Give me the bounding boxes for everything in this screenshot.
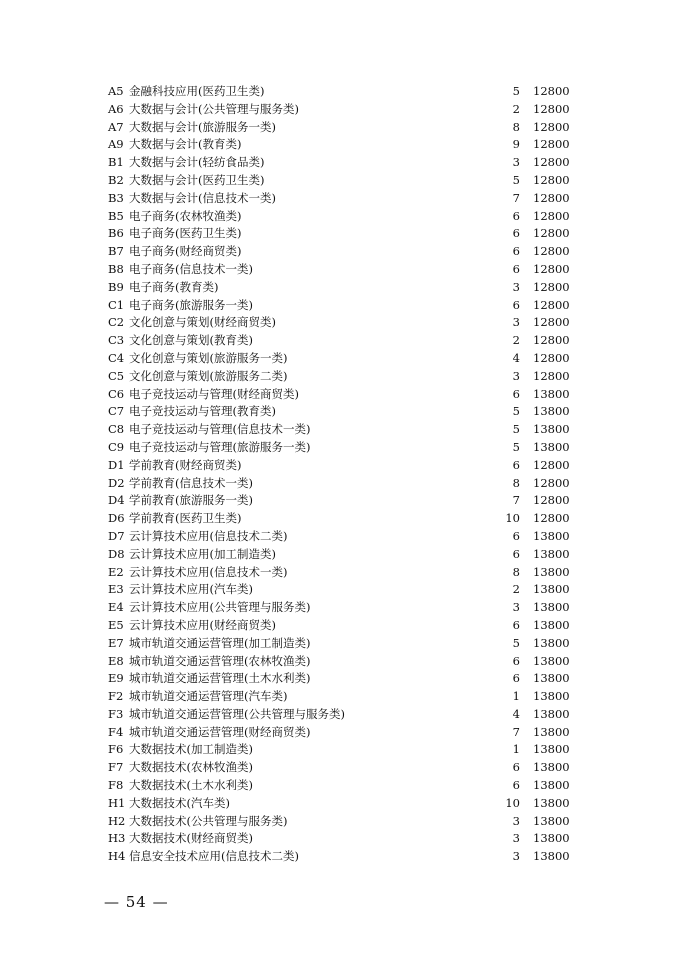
program-code: A6 [108, 101, 124, 116]
program-code: C8 [108, 422, 125, 437]
program-fee: 12800 [533, 261, 570, 276]
program-code: B2 [108, 172, 124, 187]
program-fee: 13800 [533, 689, 570, 704]
list-item [0, 599, 680, 617]
program-fee: 12800 [533, 333, 570, 348]
program-fee: 13800 [533, 404, 570, 419]
program-quota: 6 [512, 208, 520, 223]
list-item [0, 332, 680, 350]
list-item [0, 546, 680, 564]
program-quota: 5 [512, 439, 520, 454]
list-item [0, 190, 680, 208]
program-quota: 2 [512, 582, 520, 597]
program-fee: 13800 [533, 386, 570, 401]
program-fee: 13800 [533, 653, 570, 668]
program-code: E9 [108, 671, 124, 686]
program-name: 云计算技术应用(汽车类) [129, 582, 253, 597]
list-item [0, 724, 680, 742]
program-name: 文化创意与策划(旅游服务二类) [129, 368, 288, 383]
list-item [0, 136, 680, 154]
program-name: 信息安全技术应用(信息技术二类) [129, 849, 299, 864]
list-item [0, 688, 680, 706]
program-fee: 12800 [533, 190, 570, 205]
program-quota: 3 [512, 849, 520, 864]
list-item [0, 386, 680, 404]
program-quota: 8 [512, 564, 520, 579]
program-code: A5 [108, 84, 124, 98]
list-item [0, 706, 680, 724]
program-code: C4 [108, 350, 125, 365]
program-fee: 13800 [533, 546, 570, 561]
program-code: H2 [108, 813, 126, 828]
enrollment-list [0, 83, 680, 866]
program-code: D8 [108, 546, 125, 561]
program-code: C5 [108, 368, 125, 383]
program-code: E3 [108, 582, 124, 597]
list-item [0, 617, 680, 635]
program-fee: 13800 [533, 849, 570, 864]
program-quota: 6 [512, 261, 520, 276]
list-item [0, 741, 680, 759]
list-item [0, 261, 680, 279]
program-quota: 3 [512, 279, 520, 294]
program-name: 云计算技术应用(公共管理与服务类) [129, 600, 311, 615]
list-item [0, 777, 680, 795]
list-item [0, 297, 680, 315]
list-item [0, 670, 680, 688]
list-item [0, 350, 680, 368]
program-code: F8 [108, 778, 124, 793]
program-fee: 12800 [533, 457, 570, 472]
program-name: 大数据与会计(轻纺食品类) [129, 155, 265, 170]
program-code: F2 [108, 689, 124, 704]
program-fee: 12800 [533, 84, 570, 98]
program-fee: 12800 [533, 475, 570, 490]
program-fee: 12800 [533, 315, 570, 330]
list-item [0, 243, 680, 261]
program-code: C1 [108, 297, 125, 312]
program-code: C3 [108, 333, 125, 348]
program-quota: 3 [512, 368, 520, 383]
program-fee: 12800 [533, 493, 570, 508]
program-quota: 6 [512, 386, 520, 401]
program-fee: 12800 [533, 244, 570, 259]
program-quota: 3 [512, 315, 520, 330]
program-fee: 13800 [533, 724, 570, 739]
list-item [0, 510, 680, 528]
program-quota: 6 [512, 297, 520, 312]
list-item [0, 830, 680, 848]
program-name: 文化创意与策划(财经商贸类) [129, 315, 276, 330]
program-quota: 5 [512, 84, 520, 98]
program-name: 城市轨道交通运营管理(汽车类) [129, 689, 288, 704]
program-name: 大数据与会计(医药卫生类) [129, 172, 265, 187]
program-code: E4 [108, 600, 124, 615]
program-quota: 6 [512, 457, 520, 472]
program-name: 大数据与会计(信息技术一类) [129, 190, 276, 205]
program-name: 文化创意与策划(旅游服务一类) [129, 350, 288, 365]
program-code: C7 [108, 404, 125, 419]
list-item [0, 314, 680, 332]
program-name: 大数据与会计(公共管理与服务类) [129, 101, 299, 116]
program-fee: 13800 [533, 813, 570, 828]
list-item [0, 172, 680, 190]
list-item [0, 154, 680, 172]
list-item [0, 279, 680, 297]
program-code: A9 [108, 137, 124, 152]
program-name: 电子商务(信息技术一类) [129, 261, 253, 276]
program-name: 电子竞技运动与管理(教育类) [129, 404, 276, 419]
list-item [0, 439, 680, 457]
program-fee: 12800 [533, 101, 570, 116]
program-fee: 12800 [533, 511, 570, 526]
program-quota: 7 [512, 724, 520, 739]
program-code: E7 [108, 635, 124, 650]
program-name: 大数据与会计(旅游服务一类) [129, 119, 276, 134]
program-fee: 13800 [533, 617, 570, 632]
program-name: 城市轨道交通运营管理(加工制造类) [129, 635, 311, 650]
program-quota: 5 [512, 172, 520, 187]
list-item [0, 225, 680, 243]
program-name: 学前教育(医药卫生类) [129, 511, 242, 526]
program-quota: 6 [512, 244, 520, 259]
list-item [0, 813, 680, 831]
program-code: H3 [108, 831, 126, 846]
program-name: 电子商务(旅游服务一类) [129, 297, 253, 312]
program-name: 城市轨道交通运营管理(农林牧渔类) [129, 653, 311, 668]
program-code: B8 [108, 261, 124, 276]
program-quota: 10 [505, 795, 520, 810]
program-code: C2 [108, 315, 125, 330]
program-quota: 8 [512, 475, 520, 490]
program-code: H4 [108, 849, 126, 864]
program-name: 大数据技术(农林牧渔类) [129, 760, 253, 775]
program-fee: 13800 [533, 742, 570, 757]
program-fee: 13800 [533, 671, 570, 686]
program-code: B6 [108, 226, 124, 241]
program-fee: 12800 [533, 208, 570, 223]
program-fee: 13800 [533, 564, 570, 579]
program-name: 大数据技术(加工制造类) [129, 742, 253, 757]
program-code: B5 [108, 208, 124, 223]
program-name: 电子商务(教育类) [129, 279, 219, 294]
program-code: E8 [108, 653, 124, 668]
program-quota: 3 [512, 813, 520, 828]
program-code: B9 [108, 279, 124, 294]
program-name: 电子商务(农林牧渔类) [129, 208, 242, 223]
program-quota: 3 [512, 831, 520, 846]
program-code: E2 [108, 564, 124, 579]
program-quota: 5 [512, 635, 520, 650]
list-item [0, 119, 680, 137]
program-fee: 12800 [533, 172, 570, 187]
program-code: D6 [108, 511, 125, 526]
program-fee: 13800 [533, 422, 570, 437]
program-name: 大数据技术(公共管理与服务类) [129, 813, 288, 828]
page-number: — 54 — [104, 893, 169, 911]
program-fee: 13800 [533, 706, 570, 721]
program-code: B3 [108, 190, 124, 205]
program-name: 学前教育(信息技术一类) [129, 475, 253, 490]
program-fee: 12800 [533, 350, 570, 365]
program-fee: 12800 [533, 155, 570, 170]
program-quota: 7 [512, 190, 520, 205]
list-item [0, 635, 680, 653]
program-quota: 10 [505, 511, 520, 526]
program-name: 电子竞技运动与管理(信息技术一类) [129, 422, 311, 437]
program-fee: 12800 [533, 297, 570, 312]
program-quota: 6 [512, 617, 520, 632]
list-item [0, 83, 680, 101]
program-quota: 6 [512, 671, 520, 686]
program-code: E5 [108, 617, 124, 632]
program-name: 学前教育(旅游服务一类) [129, 493, 253, 508]
program-code: C9 [108, 439, 125, 454]
list-item [0, 457, 680, 475]
program-quota: 4 [512, 706, 520, 721]
list-item [0, 368, 680, 386]
program-quota: 9 [512, 137, 520, 152]
program-quota: 6 [512, 653, 520, 668]
program-code: B7 [108, 244, 124, 259]
program-fee: 13800 [533, 760, 570, 775]
program-quota: 1 [512, 689, 520, 704]
program-fee: 13800 [533, 635, 570, 650]
list-item [0, 475, 680, 493]
list-item [0, 653, 680, 671]
list-item [0, 848, 680, 866]
list-item [0, 208, 680, 226]
program-fee: 13800 [533, 528, 570, 543]
program-code: H1 [108, 795, 126, 810]
program-code: D7 [108, 528, 125, 543]
program-name: 文化创意与策划(教育类) [129, 333, 253, 348]
list-item [0, 403, 680, 421]
program-name: 学前教育(财经商贸类) [129, 457, 242, 472]
program-quota: 5 [512, 422, 520, 437]
program-quota: 6 [512, 546, 520, 561]
program-name: 大数据技术(汽车类) [129, 795, 230, 810]
program-name: 大数据技术(财经商贸类) [129, 831, 253, 846]
program-fee: 13800 [533, 778, 570, 793]
program-code: F6 [108, 742, 124, 757]
program-code: B1 [108, 155, 124, 170]
program-quota: 6 [512, 226, 520, 241]
list-item [0, 101, 680, 119]
program-fee: 13800 [533, 831, 570, 846]
program-name: 云计算技术应用(信息技术一类) [129, 564, 288, 579]
list-item [0, 421, 680, 439]
program-code: D4 [108, 493, 125, 508]
program-name: 电子商务(财经商贸类) [129, 244, 242, 259]
program-fee: 12800 [533, 368, 570, 383]
program-fee: 12800 [533, 279, 570, 294]
program-fee: 13800 [533, 600, 570, 615]
program-quota: 2 [512, 101, 520, 116]
program-quota: 3 [512, 600, 520, 615]
program-code: D2 [108, 475, 125, 490]
list-item [0, 564, 680, 582]
program-fee: 12800 [533, 137, 570, 152]
program-quota: 4 [512, 350, 520, 365]
program-code: F3 [108, 706, 124, 721]
list-item [0, 528, 680, 546]
program-code: A7 [108, 119, 124, 134]
list-item [0, 492, 680, 510]
program-name: 电子竞技运动与管理(旅游服务一类) [129, 439, 311, 454]
program-name: 城市轨道交通运营管理(财经商贸类) [129, 724, 311, 739]
program-quota: 6 [512, 528, 520, 543]
program-fee: 12800 [533, 226, 570, 241]
program-name: 云计算技术应用(信息技术二类) [129, 528, 288, 543]
program-name: 云计算技术应用(财经商贸类) [129, 617, 276, 632]
program-code: C6 [108, 386, 125, 401]
list-item [0, 759, 680, 777]
program-code: F4 [108, 724, 124, 739]
program-quota: 5 [512, 404, 520, 419]
program-quota: 2 [512, 333, 520, 348]
program-code: D1 [108, 457, 125, 472]
program-quota: 7 [512, 493, 520, 508]
program-fee: 13800 [533, 582, 570, 597]
program-quota: 8 [512, 119, 520, 134]
program-fee: 13800 [533, 795, 570, 810]
program-name: 金融科技应用(医药卫生类) [129, 84, 265, 98]
program-quota: 1 [512, 742, 520, 757]
program-quota: 3 [512, 155, 520, 170]
program-fee: 12800 [533, 119, 570, 134]
program-name: 电子竞技运动与管理(财经商贸类) [129, 386, 299, 401]
program-name: 电子商务(医药卫生类) [129, 226, 242, 241]
list-item [0, 795, 680, 813]
program-quota: 6 [512, 778, 520, 793]
program-name: 城市轨道交通运营管理(公共管理与服务类) [129, 706, 345, 721]
list-item [0, 581, 680, 599]
program-fee: 13800 [533, 439, 570, 454]
program-quota: 6 [512, 760, 520, 775]
program-name: 大数据与会计(教育类) [129, 137, 242, 152]
program-code: F7 [108, 760, 124, 775]
program-name: 大数据技术(土木水利类) [129, 778, 253, 793]
program-name: 云计算技术应用(加工制造类) [129, 546, 276, 561]
program-name: 城市轨道交通运营管理(土木水利类) [129, 671, 311, 686]
